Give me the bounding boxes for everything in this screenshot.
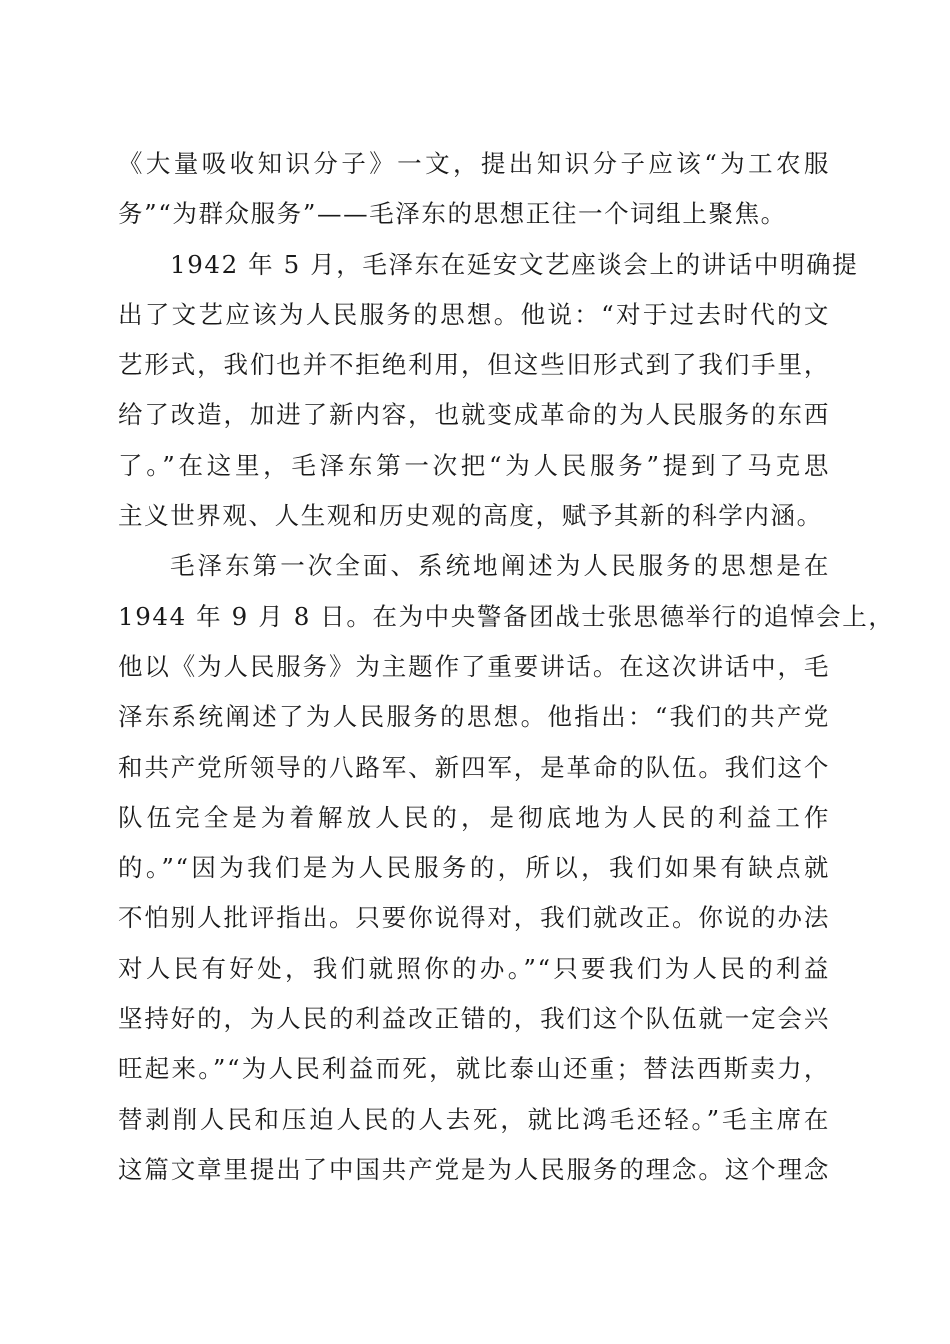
text-line: 对人民有好处，我们就照你的办。”“只要我们为人民的利益	[118, 953, 830, 983]
text-line: 1944 年 9 月 8 日。在为中央警备团战士张思德举行的追悼会上，	[118, 601, 895, 631]
text-line: 替剥削人民和压迫人民的人去死，就比鸿毛还轻。”毛主席在	[118, 1104, 830, 1134]
text-line: 坚持好的，为人民的利益改正错的，我们这个队伍就一定会兴	[118, 1004, 830, 1034]
text-line: 他以《为人民服务》为主题作了重要讲话。在这次讲话中，毛	[118, 651, 830, 681]
text-line: 和共产党所领导的八路军、新四军，是革命的队伍。我们这个	[118, 752, 830, 782]
text-line: 队伍完全是为着解放人民的，是彻底地为人民的利益工作	[118, 802, 830, 832]
text-line: 泽东系统阐述了为人民服务的思想。他指出：“我们的共产党	[118, 702, 830, 732]
text-line: 务”“为群众服务”——毛泽东的思想正往一个词组上聚焦。	[118, 199, 787, 229]
text-line: 出了文艺应该为人民服务的思想。他说：“对于过去时代的文	[118, 299, 830, 329]
paragraph-first-line: 毛泽东第一次全面、系统地阐述为人民服务的思想是在	[170, 551, 830, 581]
paragraph-first-line: 1942 年 5 月，毛泽东在延安文艺座谈会上的讲话中明确提	[170, 249, 859, 279]
body-text	[118, 139, 895, 1195]
text-line: 的。”“因为我们是为人民服务的，所以，我们如果有缺点就	[118, 853, 830, 883]
text-line: 主义世界观、人生观和历史观的高度，赋予其新的科学内涵。	[118, 501, 823, 531]
text-line: 不怕别人批评指出。只要你说得对，我们就改正。你说的办法	[118, 903, 830, 933]
text-line: 《大量吸收知识分子》一文，提出知识分子应该“为工农服	[118, 149, 830, 178]
text-line: 艺形式，我们也并不拒绝利用，但这些旧形式到了我们手里，	[118, 350, 830, 380]
text-line: 旺起来。”“为人民利益而死，就比泰山还重；替法西斯卖力，	[118, 1054, 830, 1084]
text-line: 给了改造，加进了新内容，也就变成革命的为人民服务的东西	[118, 400, 830, 430]
text-line: 了。”在这里，毛泽东第一次把“为人民服务”提到了马克思	[118, 450, 830, 480]
text-line: 这篇文章里提出了中国共产党是为人民服务的理念。这个理念	[118, 1154, 830, 1184]
